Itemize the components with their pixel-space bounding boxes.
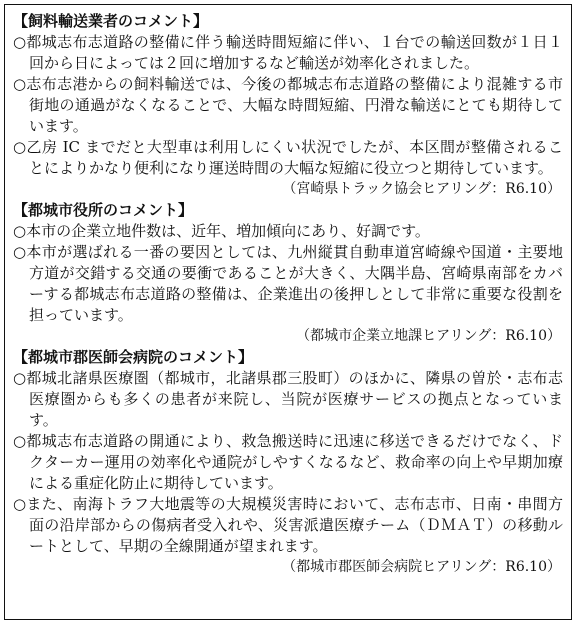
comment-box bbox=[4, 4, 572, 620]
section-city-office bbox=[13, 200, 563, 347]
comment-item: ○乙房 IC までだと大型車は利用しにくい状況でしたが、本区間が整備されることによりかなり便利になり運送時間の大幅な短縮に役立つと期待しています。 bbox=[13, 138, 563, 177]
source-citation: （都城市企業立地課ヒアリング：R6.10） bbox=[296, 328, 561, 344]
comment-item: ○本市が選ばれる一番の要因としては、九州縦貫自動車道宮崎線や国道・主要地方道が交錯する交通の要衝であることが大きく、大隅半島、宮崎県南部をカバーする都城志布志道路の整備は、企業進出の後押しとして非常に重要な役割を担っています。 bbox=[13, 243, 563, 324]
source-citation: （都城市郡医師会病院ヒアリング：R6.10） bbox=[282, 559, 561, 575]
section-heading: 【都城市郡医師会病院のコメント】 bbox=[13, 348, 254, 366]
section-feed-transport bbox=[13, 11, 563, 200]
section-medical-hospital bbox=[13, 347, 563, 578]
section-heading: 【都城市役所のコメント】 bbox=[13, 201, 194, 219]
section-heading: 【飼料輸送業者のコメント】 bbox=[13, 12, 209, 30]
comment-item: ○また、南海トラフ大地震等の大規模災害時において、志布志市、日南・串間方面の沿岸部からの傷病者受入れや、災害派遣医療チーム（ＤＭＡＴ）の移動ルートとして、早期の全線開通が望まれます。 bbox=[13, 495, 563, 555]
source-citation: （宮崎県トラック協会ヒアリング：R6.10） bbox=[282, 181, 561, 197]
comment-item: ○本市の企業立地件数は、近年、増加傾向にあり、好調です。 bbox=[13, 222, 430, 240]
comment-item: ○都城志布志道路の開通により、救急搬送時に迅速に移送できるだけでなく、ドクターカー運用の効率化や通院がしやすくなるなど、救命率の向上や早期加療による重症化防止に期待しています。 bbox=[13, 432, 563, 492]
comment-item: ○都城北諸県医療圏（都城市，北諸県郡三股町）のほかに、隣県の曽於・志布志医療圏からも多くの患者が来院し、当院が医療サービスの拠点となっています。 bbox=[13, 369, 563, 429]
comment-item: ○都城志布志道路の整備に伴う輸送時間短縮に伴い、１台での輸送回数が１日１回から日によっては２回に増加するなど輸送が効率化されました。 bbox=[13, 33, 563, 72]
comment-item: ○志布志港からの飼料輸送では、今後の都城志布志道路の整備により混雑する市街地の通過がなくなることで、大幅な時間短縮、円滑な輸送にとても期待しています。 bbox=[13, 75, 563, 135]
